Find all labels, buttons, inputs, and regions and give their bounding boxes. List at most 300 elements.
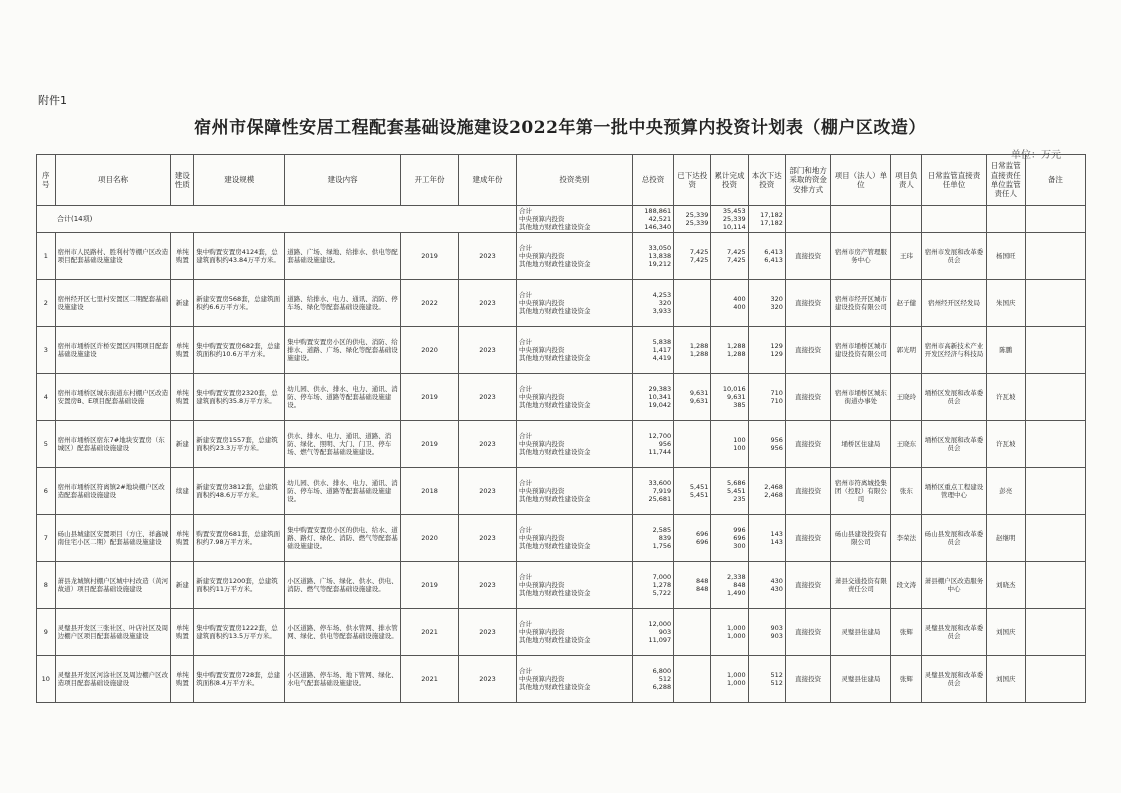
construction-content: 幼儿园、供水、排水、电力、通讯、消防、停车场、道路等配套基础设施建设。 [285,374,401,421]
value-line: 2,468 [764,483,783,492]
start-year: 2021 [401,609,459,656]
project-person: 王晓玲 [891,374,922,421]
value-line: 129 [770,350,783,359]
total-invest-cell [632,515,673,562]
value-line: 其他地方财政性建设资金 [518,260,591,269]
supervisor-person: 朱国庆 [986,280,1025,327]
remark [1025,515,1085,562]
value-line: 合计 [518,291,532,300]
project-name: 宿州经开区七里村安置区二期配套基础设施建设 [55,280,171,327]
this-batch-cell [748,374,785,421]
issued-cell [674,327,711,374]
header-cell: 累计完成投资 [711,155,748,206]
investment-categories [516,656,632,703]
construction-scale: 集中购置安置房728套，总建筑面积8.4万平方米。 [194,656,285,703]
value-line: 2,468 [764,491,783,500]
project-name: 宿州市埇桥区宿东7#地块安置房（东城区）配套基础设施建设 [55,421,171,468]
value-line: 7,425 [689,256,709,265]
construction-content: 小区道路、停车场、地下管网、绿化、水电气配套基础设施建设。 [285,656,401,703]
value-line: 320 [658,299,672,308]
end-year: 2023 [459,609,517,656]
value-line: 中央预算内投资 [518,252,565,261]
project-person: 王玮 [891,233,922,280]
total-invest-cell [632,233,673,280]
table-row [37,327,1086,374]
value-line: 1,278 [652,581,672,590]
header-cell: 项目名称 [55,155,171,206]
start-year: 2020 [401,515,459,562]
supervisor-unit: 宿州市发展和改革委员会 [922,233,986,280]
header-cell: 备注 [1025,155,1085,206]
issued-cell [674,374,711,421]
value-line: 848 [696,585,709,594]
value-line: 7,425 [727,248,746,257]
value-line: 5,722 [652,589,672,598]
construction-nature: 单纯购置 [171,233,194,280]
supervisor-unit: 埇桥区发展和改革委员会 [922,374,986,421]
remark [1025,280,1085,327]
header-cell: 建成年份 [459,155,517,206]
header-cell: 投资类别 [516,155,632,206]
project-name: 宿州市埇桥区符离镇2#地块棚户区改造配套基础设施建设 [55,468,171,515]
value-line: 1,000 [727,624,746,633]
end-year: 2023 [459,280,517,327]
value-line: 其他地方财政性建设资金 [518,542,591,551]
value-line: 956 [658,440,672,449]
project-unit: 埇桥区住建局 [831,421,891,468]
total-row [37,206,1086,233]
value-line: 11,097 [648,636,672,645]
construction-content: 集中购置安置房小区的供电、消防、给排水、道路、广场、绿化等配套基础设施建设。 [285,327,401,374]
funding-method: 直接投资 [785,374,831,421]
supervisor-unit: 宿州经开区经发局 [922,280,986,327]
construction-scale: 集中购置安置房4124套，总建筑面积约43.84万平方米。 [194,233,285,280]
value-line: 25,339 [685,219,709,228]
end-year: 2023 [459,327,517,374]
completed-cell [711,515,748,562]
row-number: 2 [37,280,56,327]
funding-method: 直接投资 [785,280,831,327]
value-line: 中央预算内投资 [518,346,565,355]
issued-cell [674,421,711,468]
value-line: 385 [733,401,746,410]
value-line: 42,521 [648,215,672,224]
supervisor-person: 许瓦坡 [986,421,1025,468]
remark [1025,233,1085,280]
project-unit: 宿州市房产管理服务中心 [831,233,891,280]
construction-content: 小区道路、广场、绿化、供水、供电、消防、燃气等配套基础设施建设。 [285,562,401,609]
header-cell: 总投资 [632,155,673,206]
value-line: 512 [770,679,783,688]
value-line: 6,413 [764,256,783,265]
project-name: 宿州市埇桥区许桥安置区四期项目配套基础设施建设 [55,327,171,374]
value-line: 1,288 [689,350,709,359]
value-line: 33,600 [648,479,672,488]
total-invest-cell [632,421,673,468]
value-line: 其他地方财政性建设资金 [518,589,591,598]
value-line: 9,631 [689,397,709,406]
value-line: 中央预算内投资 [518,487,565,496]
construction-scale: 集中购置安置房2320套，总建筑面积约35.8万平方米。 [194,374,285,421]
table-row [37,280,1086,327]
completed-cell [711,280,748,327]
project-unit: 灵璧县住建局 [831,656,891,703]
this-batch-cell [748,206,785,233]
value-line: 10,341 [648,393,672,402]
category-line: 其他地方财政性建设资金 [518,223,591,232]
table-row [37,515,1086,562]
value-line: 300 [733,542,746,551]
value-line: 903 [658,628,672,637]
value-line: 中央预算内投资 [518,440,565,449]
supervisor-unit: 砀山县发展和改革委员会 [922,515,986,562]
value-line: 100 [733,444,746,453]
header-cell: 建设性质 [171,155,194,206]
construction-content: 道路、给排水、电力、通讯、消防、停车场、绿化等配套基础设施建设。 [285,280,401,327]
start-year: 2019 [401,374,459,421]
value-line: 400 [733,303,746,312]
header-row [37,155,1086,206]
value-line: 143 [770,530,783,539]
project-person: 郭光明 [891,327,922,374]
completed-cell [711,327,748,374]
value-line: 5,686 [727,479,746,488]
page-title: 宿州市保障性安居工程配套基础设施建设2022年第一批中央预算内投资计划表（棚户区改造） [194,118,926,138]
value-line: 1,288 [727,350,746,359]
project-person: 王晓东 [891,421,922,468]
investment-categories [516,609,632,656]
construction-content: 道路、广场、绿地、给排水、供电等配套基础设施建设。 [285,233,401,280]
header-cell: 建设规模 [194,155,285,206]
remark [1025,421,1085,468]
value-line: 400 [733,295,746,304]
start-year: 2019 [401,233,459,280]
supervisor-unit: 埇桥区发展和改革委员会 [922,421,986,468]
value-line: 1,000 [727,632,746,641]
category-line: 合计 [518,207,532,215]
construction-nature: 单纯购置 [171,515,194,562]
project-name: 砀山县城建区安置项目（方庄、祥鑫城南住宅小区二期）配套基础设施建设 [55,515,171,562]
value-line: 合计 [518,573,532,582]
investment-categories [516,280,632,327]
funding-method: 直接投资 [785,468,831,515]
project-unit: 宿州市埇桥区城东街道办事处 [831,374,891,421]
value-line: 19,212 [648,260,672,269]
funding-method: 直接投资 [785,233,831,280]
value-line: 3,933 [652,307,672,316]
value-line: 其他地方财政性建设资金 [518,683,591,692]
value-line: 其他地方财政性建设资金 [518,401,591,410]
value-line: 1,000 [727,671,746,680]
project-person: 赵子健 [891,280,922,327]
value-line: 其他地方财政性建设资金 [518,354,591,363]
value-line: 696 [696,530,709,539]
investment-plan-table [36,154,1086,703]
value-line: 13,838 [648,252,672,261]
construction-scale: 新建安置房568套，总建筑面积约6.6万平方米。 [194,280,285,327]
value-line: 6,800 [652,667,672,676]
investment-categories [516,327,632,374]
value-line: 其他地方财政性建设资金 [518,636,591,645]
table-row [37,562,1086,609]
construction-content: 集中购置安置房小区的供电、给水、道路、路灯、绿化、消防、燃气等配套基础设施建设。 [285,515,401,562]
construction-scale: 集中购置安置房1222套，总建筑面积约13.5万平方米。 [194,609,285,656]
value-line: 100 [733,436,746,445]
completed-cell [711,562,748,609]
investment-categories [516,468,632,515]
value-line: 7,425 [689,248,709,257]
value-line: 11,744 [648,448,672,457]
value-line: 中央预算内投资 [518,299,565,308]
value-line: 4,419 [652,354,672,363]
completed-cell [711,468,748,515]
value-line: 合计 [518,432,532,441]
table-row [37,233,1086,280]
value-line: 6,288 [652,683,672,692]
construction-content: 供水、排水、电力、通讯、道路、消防、绿化、照明、大门、门卫、停车场、燃气等配套基础设施建设。 [285,421,401,468]
value-line: 合计 [518,385,532,394]
value-line: 7,425 [727,256,746,265]
header-cell: 项目（法人）单位 [831,155,891,206]
value-line: 12,000 [648,620,672,629]
completed-cell [711,233,748,280]
project-person: 张东 [891,468,922,515]
investment-categories [516,421,632,468]
issued-cell [674,468,711,515]
construction-nature: 单纯购置 [171,656,194,703]
this-batch-cell [748,656,785,703]
funding-method: 直接投资 [785,515,831,562]
header-cell: 项目负责人 [891,155,922,206]
total-invest-cell [632,656,673,703]
header-cell: 已下达投资 [674,155,711,206]
value-line: 696 [733,534,746,543]
category-line: 中央预算内投资 [518,215,565,224]
start-year: 2018 [401,468,459,515]
annex-label: 附件1 [38,94,67,107]
value-line: 合计 [518,667,532,676]
issued-cell [674,515,711,562]
construction-content: 小区道路、停车场、供水管网、排水管网、绿化、供电等配套基础设施建设。 [285,609,401,656]
value-line: 中央预算内投资 [518,581,565,590]
value-line: 146,340 [644,223,672,232]
total-invest-cell [632,206,673,233]
project-unit: 宿州市埇桥区城市建设投资有限公司 [831,327,891,374]
total-label: 合计(14项) [37,206,517,233]
start-year: 2019 [401,421,459,468]
completed-cell [711,609,748,656]
funding-method: 直接投资 [785,421,831,468]
row-number: 1 [37,233,56,280]
value-line: 1,288 [689,342,709,351]
end-year: 2023 [459,656,517,703]
total-invest-cell [632,280,673,327]
value-line: 2,585 [652,526,672,535]
completed-cell [711,374,748,421]
supervisor-person: 杨国旺 [986,233,1025,280]
value-line: 430 [770,577,783,586]
issued-cell [674,609,711,656]
end-year: 2023 [459,421,517,468]
row-number: 4 [37,374,56,421]
value-line: 合计 [518,479,532,488]
value-line: 1,490 [727,589,746,598]
construction-nature: 单纯购置 [171,609,194,656]
value-line: 17,182 [760,219,783,228]
end-year: 2023 [459,515,517,562]
value-line: 1,288 [727,342,746,351]
value-line: 839 [658,534,672,543]
total-invest-cell [632,468,673,515]
project-unit: 萧县交通投资有限责任公司 [831,562,891,609]
value-line: 129 [770,342,783,351]
total-categories [516,206,632,233]
value-line: 320 [770,303,783,312]
supervisor-unit: 埇桥区重点工程建设管理中心 [922,468,986,515]
value-line: 903 [770,624,783,633]
value-line: 合计 [518,620,532,629]
value-line: 848 [733,581,746,590]
this-batch-cell [748,468,785,515]
value-line: 1,756 [652,542,672,551]
table-row [37,656,1086,703]
total-invest-cell [632,374,673,421]
construction-nature: 新建 [171,280,194,327]
value-line: 合计 [518,338,532,347]
construction-scale: 新建安置房1557套，总建筑面积约23.3万平方米。 [194,421,285,468]
value-line: 其他地方财政性建设资金 [518,495,591,504]
remark [1025,562,1085,609]
value-line: 12,700 [648,432,672,441]
row-number: 5 [37,421,56,468]
row-number: 8 [37,562,56,609]
supervisor-unit: 灵璧县发展和改革委员会 [922,609,986,656]
construction-scale: 新建安置房1200套，总建筑面积约11万平方米。 [194,562,285,609]
value-line: 848 [696,577,709,586]
project-name: 萧县龙城镇村棚户区城中村改造（黄河故道）项目配套基础设施建设 [55,562,171,609]
value-line: 中央预算内投资 [518,675,565,684]
unit-label: 单位：万元 [1011,150,1061,161]
end-year: 2023 [459,468,517,515]
value-line: 5,838 [652,338,672,347]
project-name: 宿州市埇桥区城东街道东村棚户区改造安置房B、E项目配套基础设施 [55,374,171,421]
supervisor-person: 刘国庆 [986,609,1025,656]
value-line: 512 [770,671,783,680]
value-line: 合计 [518,526,532,535]
funding-method: 直接投资 [785,656,831,703]
value-line: 430 [770,585,783,594]
this-batch-cell [748,327,785,374]
project-person: 李荣法 [891,515,922,562]
funding-method: 直接投资 [785,562,831,609]
total-invest-cell [632,327,673,374]
this-batch-cell [748,562,785,609]
supervisor-person: 许瓦坡 [986,374,1025,421]
value-line: 696 [696,538,709,547]
value-line: 其他地方财政性建设资金 [518,448,591,457]
project-person: 张辉 [891,656,922,703]
value-line: 4,253 [652,291,672,300]
this-batch-cell [748,515,785,562]
project-unit: 宿州市符离城投集团（控股）有限公司 [831,468,891,515]
total-invest-cell [632,562,673,609]
issued-cell [674,280,711,327]
end-year: 2023 [459,374,517,421]
header-cell: 建设内容 [285,155,401,206]
value-line: 其他地方财政性建设资金 [518,307,591,316]
issued-cell [674,233,711,280]
this-batch-cell [748,233,785,280]
construction-nature: 新建 [171,421,194,468]
value-line: 320 [770,295,783,304]
funding-method: 直接投资 [785,609,831,656]
supervisor-person: 赵继明 [986,515,1025,562]
project-name: 灵璧县开发区河涂社区及周边棚户区改造项目配套基础设施建设 [55,656,171,703]
value-line: 35,453 [722,207,746,215]
table-row [37,609,1086,656]
value-line: 7,919 [652,487,672,496]
supervisor-unit: 宿州市高新技术产业开发区经济与科技局 [922,327,986,374]
value-line: 710 [770,397,783,406]
value-line: 25,681 [648,495,672,504]
end-year: 2023 [459,562,517,609]
remark [1025,327,1085,374]
value-line: 2,338 [727,573,746,582]
construction-nature: 单纯购置 [171,374,194,421]
table-row [37,468,1086,515]
completed-cell [711,206,748,233]
value-line: 1,417 [652,346,672,355]
value-line: 17,182 [760,211,783,220]
value-line: 1,000 [727,679,746,688]
value-line: 996 [733,526,746,535]
row-number: 9 [37,609,56,656]
value-line: 7,000 [652,573,672,582]
value-line: 5,451 [689,491,709,500]
remark [1025,468,1085,515]
value-line: 中央预算内投资 [518,628,565,637]
header-cell: 本次下达投资 [748,155,785,206]
issued-cell [674,656,711,703]
construction-nature: 单纯购置 [171,327,194,374]
value-line: 235 [733,495,746,504]
value-line: 956 [770,444,783,453]
project-name: 宿州市人民路村、胜利村等棚户区改造项目配套基础设施建设 [55,233,171,280]
supervisor-person: 刘晓杰 [986,562,1025,609]
investment-categories [516,374,632,421]
project-unit: 宿州市经开区城市建设投资有限公司 [831,280,891,327]
project-unit: 砀山县建设投资有限公司 [831,515,891,562]
header-cell: 部门和地方采取的资金安排方式 [785,155,831,206]
start-year: 2022 [401,280,459,327]
supervisor-unit: 灵璧县发展和改革委员会 [922,656,986,703]
remark [1025,374,1085,421]
header-cell: 开工年份 [401,155,459,206]
value-line: 29,383 [648,385,672,394]
value-line: 25,339 [685,211,709,220]
remark [1025,609,1085,656]
value-line: 956 [770,436,783,445]
value-line: 143 [770,538,783,547]
value-line: 188,861 [644,207,672,215]
issued-cell [674,206,711,233]
construction-content: 幼儿园、供水、排水、电力、通讯、消防、停车场、道路等配套基础设施建设。 [285,468,401,515]
remark [1025,656,1085,703]
this-batch-cell [748,421,785,468]
row-number: 6 [37,468,56,515]
value-line: 10,016 [722,385,746,394]
value-line: 710 [770,389,783,398]
